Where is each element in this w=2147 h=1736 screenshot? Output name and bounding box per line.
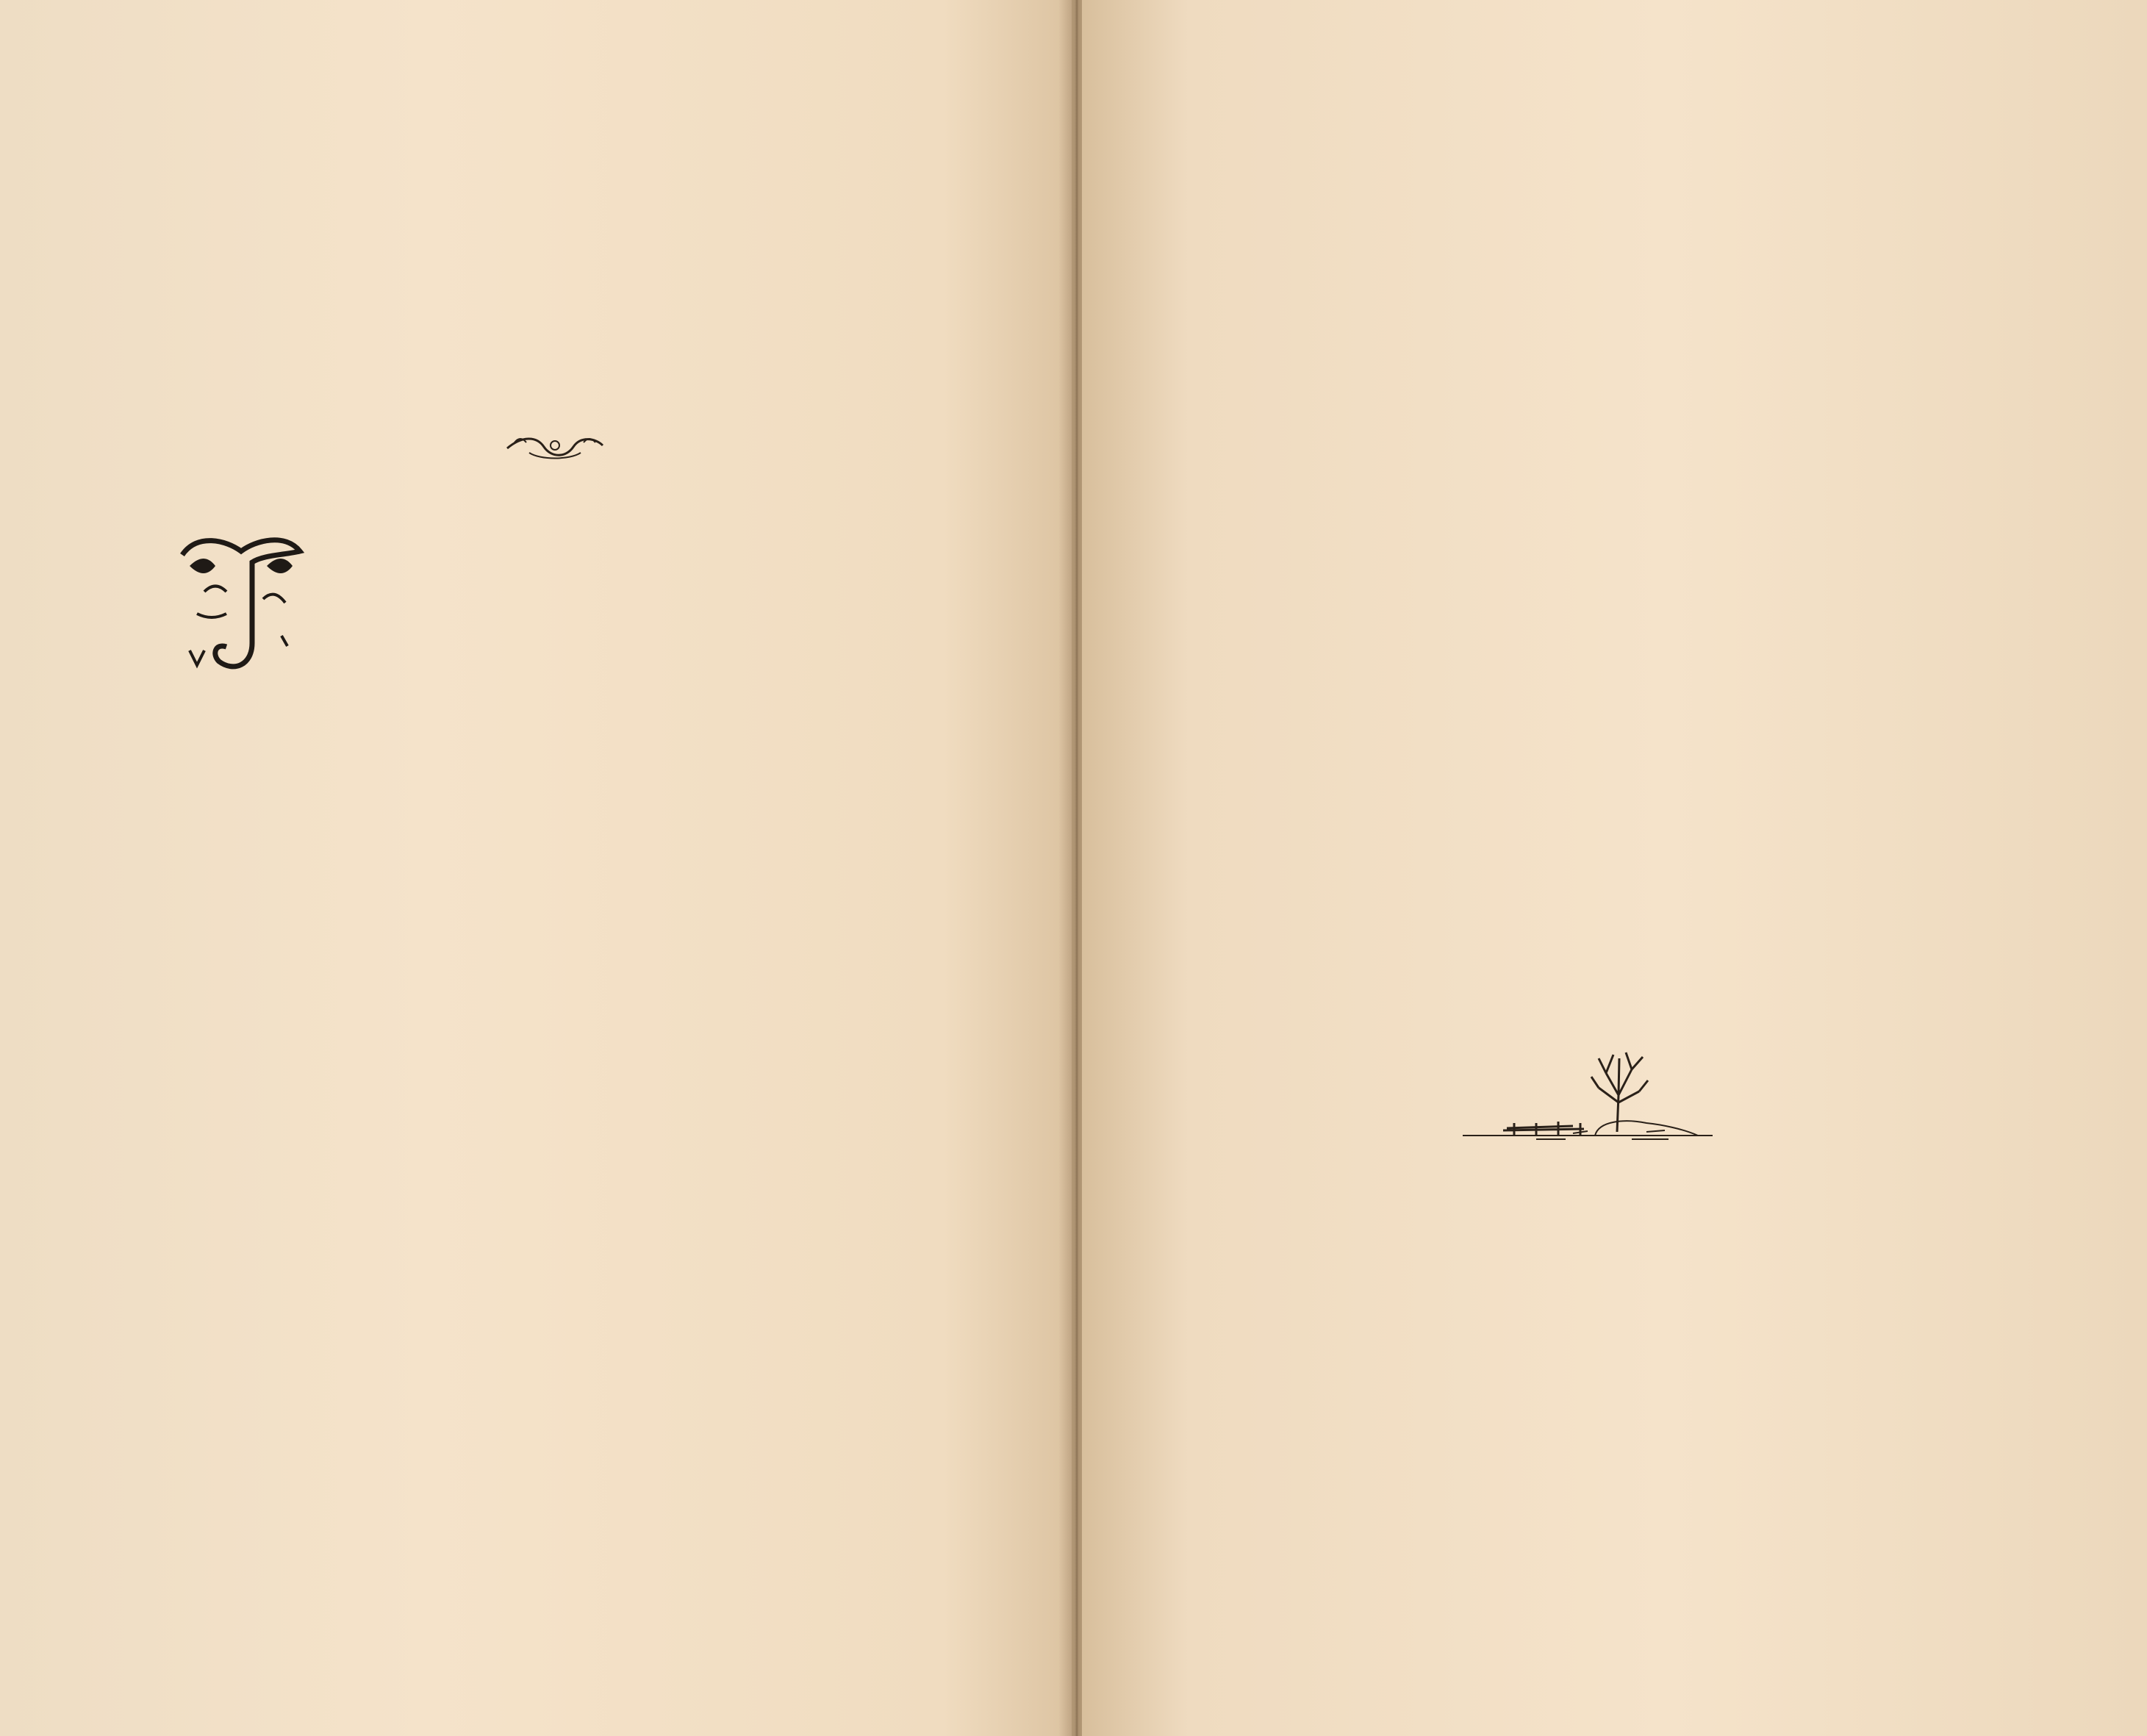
decorated-initial xyxy=(175,526,307,680)
right-page xyxy=(1082,0,2147,1736)
ornament-vignette xyxy=(500,432,610,462)
left-page xyxy=(0,0,1072,1736)
tree-landscape-sketch xyxy=(1463,1036,1713,1147)
